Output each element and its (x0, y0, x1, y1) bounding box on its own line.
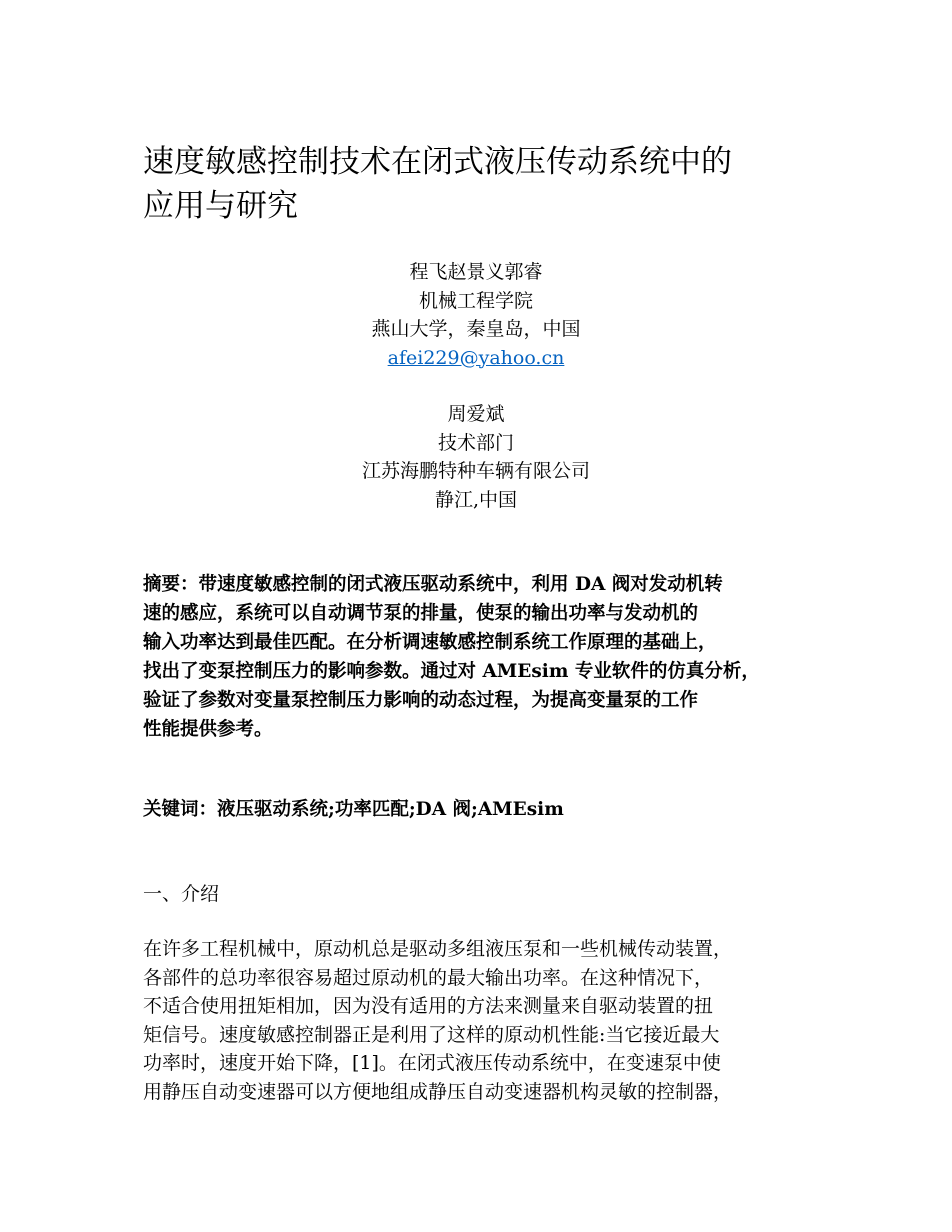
abstract-line: 找出了变泵控制压力的影响参数。通过对 AMEsim 专业软件的仿真分析， (143, 661, 760, 682)
abstract-line: 输入功率达到最佳匹配。在分析调速敏感控制系统工作原理的基础上， (143, 632, 717, 653)
author2-name: 周爱斌 (447, 403, 505, 425)
author-email-link[interactable]: afei229@yahoo.cn (387, 346, 565, 369)
paper-title (143, 140, 843, 228)
body-line: 矩信号。速度敏感控制器正是利用了这样的原动机性能:当它接近最大 (143, 1023, 720, 1046)
body-line: 功率时，速度开始下降，[1]。在闭式液压传动系统中，在变速泵中使 (143, 1052, 721, 1074)
abstract (143, 570, 833, 744)
abstract-line: 性能提供参考。 (143, 719, 273, 740)
section-heading: 一、介绍 (143, 883, 220, 905)
body-line: 各部件的总功率很容易超过原动机的最大输出功率。在这种情况下， (143, 966, 714, 989)
section-body (143, 935, 833, 1106)
author-department: 机械工程学院 (418, 289, 533, 312)
abstract-line: 验证了参数对变量泵控制压力影响的动态过程，为提高变量泵的工作 (143, 690, 699, 711)
title-line-2: 应用与研究 (143, 188, 298, 224)
body-line: 不适合使用扭矩相加，因为没有适用的方法来测量来自驱动装置的扭 (143, 995, 714, 1017)
author-block-2 (0, 400, 952, 514)
keywords: 关键词：液压驱动系统;功率匹配;DA 阀;AMEsim (143, 799, 564, 820)
author2-company: 江苏海鹏特种车辆有限公司 (361, 460, 590, 482)
abstract-line: 速的感应，系统可以自动调节泵的排量，使泵的输出功率与发动机的 (143, 603, 699, 624)
body-line: 在许多工程机械中，原动机总是驱动多组液压泵和一些机械传动装置， (143, 938, 733, 960)
author-block-1 (0, 258, 952, 372)
body-line: 用静压自动变速器可以方便地组成静压自动变速器机构灵敏的控制器， (143, 1080, 733, 1103)
author-affiliation: 燕山大学，秦皇岛，中国 (371, 318, 581, 340)
author2-department: 技术部门 (437, 431, 514, 454)
title-line-1: 速度敏感控制技术在闭式液压传动系统中的 (143, 144, 732, 180)
author2-location: 静江,中国 (434, 488, 518, 511)
abstract-line: 摘要：带速度敏感控制的闭式液压驱动系统中，利用 DA 阀对发动机转 (143, 574, 723, 595)
author-names: 程飞赵景义郭睿 (409, 261, 543, 283)
